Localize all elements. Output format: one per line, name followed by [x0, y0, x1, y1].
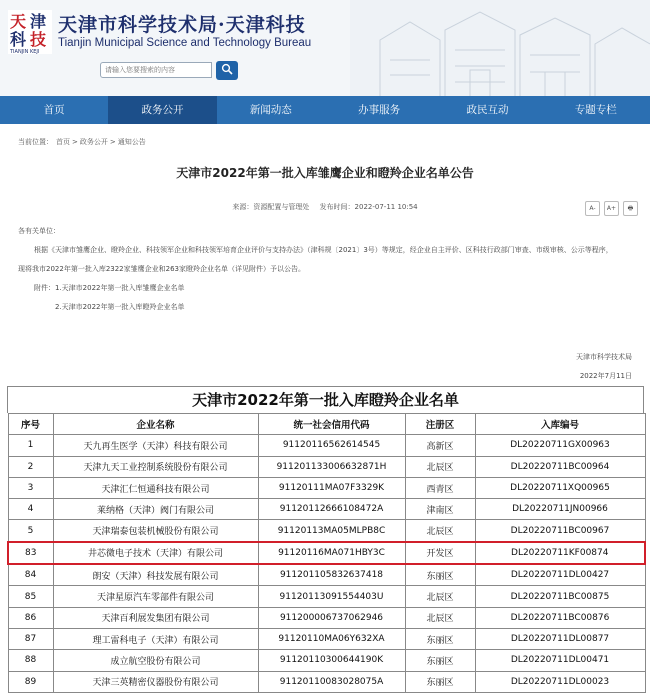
- search-bar: [100, 62, 238, 80]
- search-input[interactable]: [100, 62, 212, 78]
- company-name: 天九再生医学（天津）科技有限公司: [53, 435, 258, 456]
- table-row: [8, 671, 645, 692]
- district: 东丽区: [405, 671, 475, 692]
- company-name: 天津九天工业控制系统股份有限公司: [53, 456, 258, 477]
- breadcrumb-item[interactable]: 首页: [56, 138, 70, 146]
- print-button[interactable]: 🖶: [623, 201, 638, 216]
- column-header: 注册区: [405, 414, 475, 435]
- registration-number: DL20220711DL00023: [475, 671, 645, 692]
- site-header: [0, 0, 650, 96]
- font-increase-button[interactable]: A+: [604, 201, 619, 216]
- table-row: [8, 520, 645, 542]
- row-number: 85: [8, 586, 53, 607]
- district: 开发区: [405, 542, 475, 564]
- row-number: 83: [8, 542, 53, 564]
- credit-code: 91120111MA07F3329K: [258, 477, 405, 498]
- paragraph-2: 现将我市2022年第一批入库2322家雏鹰企业和263家瞪羚企业名单（详见附件）予以公告。: [18, 265, 305, 273]
- table-row: [8, 499, 645, 520]
- breadcrumb-item[interactable]: 通知公告: [117, 138, 146, 146]
- table-row: [8, 456, 645, 477]
- breadcrumb-item[interactable]: 政务公开: [79, 138, 108, 146]
- table-row: [8, 628, 645, 649]
- district: 津南区: [405, 499, 475, 520]
- credit-code: 91120116562614545: [258, 435, 405, 456]
- row-number: 2: [8, 456, 53, 477]
- district: 北辰区: [405, 456, 475, 477]
- row-number: 88: [8, 650, 53, 671]
- row-number: 5: [8, 520, 53, 542]
- signature: 天津市科学技术局: [576, 353, 632, 361]
- registration-number: DL20220711XQ00965: [475, 477, 645, 498]
- registration-number: DL20220711BC00964: [475, 456, 645, 477]
- signature-date: 2022年7月11日: [579, 372, 632, 380]
- row-number: 3: [8, 477, 53, 498]
- credit-code: 91120116MA071HBY3C: [258, 542, 405, 564]
- registration-number: DL20220711JN00966: [475, 499, 645, 520]
- credit-code: 91120110300644190K: [258, 650, 405, 671]
- table-row: [8, 435, 645, 456]
- enterprise-table: [7, 386, 644, 693]
- nav-news[interactable]: 新闻动态: [249, 104, 292, 116]
- company-name: 莱纳格（天津）阀门有限公司: [53, 499, 258, 520]
- article-meta: [0, 202, 650, 212]
- nav-services[interactable]: 办事服务: [358, 104, 401, 116]
- article-tools: [585, 201, 638, 216]
- breadcrumb: 当前位置： 首页 > 政务公开 > 通知公告: [18, 138, 146, 146]
- column-header: 统一社会信用代码: [258, 414, 405, 435]
- nav-topics[interactable]: 专题专栏: [574, 104, 617, 116]
- district: 西青区: [405, 477, 475, 498]
- breadcrumb-label: 当前位置：: [18, 138, 53, 146]
- salutation: 各有关单位：: [18, 227, 60, 235]
- registration-number: DL20220711KF00874: [475, 542, 645, 564]
- company-name: 天津三英精密仪器股份有限公司: [53, 671, 258, 692]
- svg-text:技: 技: [30, 30, 47, 49]
- district: 北辰区: [405, 520, 475, 542]
- company-name: 天津星原汽车零部件有限公司: [53, 586, 258, 607]
- svg-text:科: 科: [10, 30, 27, 49]
- company-name: 井芯微电子技术（天津）有限公司: [53, 542, 258, 564]
- attachment-2-link[interactable]: 2.天津市2022年第一批入库瞪羚企业名单: [55, 303, 185, 311]
- table-row: [8, 586, 645, 607]
- credit-code: 91120110MA06Y632XA: [258, 628, 405, 649]
- main-nav: [0, 96, 650, 124]
- search-button[interactable]: [216, 61, 238, 80]
- table-row-highlighted: [8, 542, 645, 564]
- credit-code: 91120112666108472A: [258, 499, 405, 520]
- table-row: [8, 564, 645, 586]
- svg-text:TIANJIN KEJI: TIANJIN KEJI: [10, 49, 40, 54]
- column-header: 企业名称: [53, 414, 258, 435]
- registration-number: DL20220711GX00963: [475, 435, 645, 456]
- table-row: [8, 477, 645, 498]
- svg-text:津: 津: [30, 12, 47, 31]
- company-name: 成立航空股份有限公司: [53, 650, 258, 671]
- credit-code: 91120110083028075A: [258, 671, 405, 692]
- company-name: 天津百利展发集团有限公司: [53, 607, 258, 628]
- credit-code: 91120113091554403U: [258, 586, 405, 607]
- credit-code: 911201133006632871H: [258, 456, 405, 477]
- company-name: 天津汇仁恒通科技有限公司: [53, 477, 258, 498]
- row-number: 4: [8, 499, 53, 520]
- paragraph-1: 根据《天津市雏鹰企业、瞪羚企业、科技领军企业和科技领军培育企业评价与支持办法》（津科规〔2021〕3号）等规定，经企业自主评价、区科技行政部门审查、市级审核、公示等程序，: [34, 246, 613, 254]
- article-title: 天津市2022年第一批入库雏鹰企业和瞪羚企业名单公告: [176, 166, 474, 180]
- district: 高新区: [405, 435, 475, 456]
- nav-gov-affairs[interactable]: 政务公开: [108, 96, 216, 124]
- article-source: 来源：资源配置与管理处: [232, 203, 310, 211]
- credit-code: 9112000067370629​46: [258, 607, 405, 628]
- table-row: [8, 650, 645, 671]
- article-time: 发布时间：2022-07-11 10:54: [319, 203, 418, 211]
- search-icon: [221, 63, 233, 75]
- row-number: 1: [8, 435, 53, 456]
- company-name: 朗安（天津）科技发展有限公司: [53, 564, 258, 586]
- row-number: 87: [8, 628, 53, 649]
- bureau-logo: [8, 10, 52, 54]
- table-row: [8, 607, 645, 628]
- nav-interaction[interactable]: 政民互动: [466, 104, 509, 116]
- table-header-row: [8, 414, 645, 435]
- row-number: 84: [8, 564, 53, 586]
- column-header: 序号: [8, 414, 53, 435]
- district: 北辰区: [405, 586, 475, 607]
- district: 北辰区: [405, 607, 475, 628]
- company-name: 天津瑞泰包装机械股份有限公司: [53, 520, 258, 542]
- district: 东丽区: [405, 628, 475, 649]
- registration-number: DL20220711BC00875: [475, 586, 645, 607]
- district: 东丽区: [405, 650, 475, 671]
- attachment-1-link[interactable]: 附件：1.天津市2022年第一批入库雏鹰企业名单: [34, 284, 185, 292]
- font-decrease-button[interactable]: A-: [585, 201, 600, 216]
- site-title: 天津市科学技术局·天津科技: [58, 14, 306, 36]
- district: 东丽区: [405, 564, 475, 586]
- row-number: 86: [8, 607, 53, 628]
- registration-number: DL20220711DL00427: [475, 564, 645, 586]
- registration-number: DL20220711BC00876: [475, 607, 645, 628]
- site-subtitle: Tianjin Municipal Science and Technology Bureau: [58, 37, 312, 49]
- row-number: 89: [8, 671, 53, 692]
- registration-number: DL20220711DL00877: [475, 628, 645, 649]
- credit-code: 91120113MA05MLPB8C: [258, 520, 405, 542]
- credit-code: 911201105832637418: [258, 564, 405, 586]
- svg-text:天: 天: [10, 12, 27, 31]
- column-header: 入库编号: [475, 414, 645, 435]
- building-banner-image: [350, 0, 650, 96]
- registration-number: DL20220711BC00967: [475, 520, 645, 542]
- nav-home[interactable]: 首页: [43, 104, 65, 116]
- table-title: 天津市2022年第一批入库瞪羚企业名单: [7, 386, 644, 413]
- registration-number: DL20220711DL00471: [475, 650, 645, 671]
- company-name: 理工雷科电子（天津）有限公司: [53, 628, 258, 649]
